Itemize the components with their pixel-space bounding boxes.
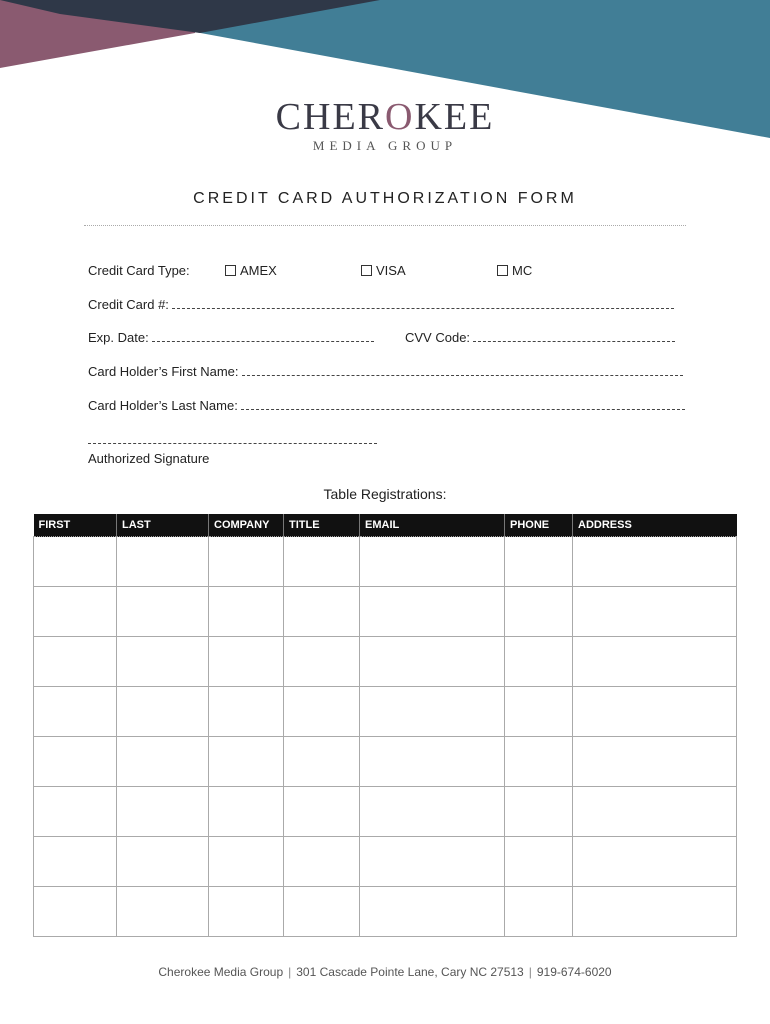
- exp-date-label: Exp. Date:: [88, 330, 149, 345]
- table-cell-address[interactable]: [573, 887, 737, 937]
- signature-label: Authorized Signature: [88, 451, 210, 466]
- table-cell-address[interactable]: [573, 737, 737, 787]
- card-number-row: [88, 297, 674, 312]
- first-name-label: Card Holder’s First Name:: [88, 364, 239, 379]
- table-cell-email[interactable]: [360, 537, 505, 587]
- mc-label: MC: [512, 263, 533, 278]
- table-header-row: [34, 514, 737, 537]
- table-row: [34, 887, 737, 937]
- table-cell-email[interactable]: [360, 737, 505, 787]
- checkbox-icon[interactable]: [361, 265, 372, 276]
- last-name-row: [88, 398, 685, 413]
- logo-accent-letter: O: [385, 96, 415, 138]
- col-header-phone: PHONE: [505, 514, 573, 537]
- footer: [0, 965, 770, 979]
- cvv-field[interactable]: [473, 331, 675, 342]
- footer-separator: |: [528, 965, 532, 979]
- cvv-label: CVV Code:: [405, 330, 471, 345]
- table-cell-last[interactable]: [117, 737, 209, 787]
- table-row: [34, 687, 737, 737]
- exp-date-field[interactable]: [152, 331, 374, 342]
- table-cell-last[interactable]: [117, 837, 209, 887]
- cvv-row: [405, 330, 675, 345]
- registration-table: [33, 514, 737, 937]
- col-header-email: EMAIL: [360, 514, 505, 537]
- table-cell-last[interactable]: [117, 887, 209, 937]
- table-cell-company[interactable]: [209, 787, 284, 837]
- table-cell-email[interactable]: [360, 637, 505, 687]
- table-cell-first[interactable]: [34, 787, 117, 837]
- table-cell-phone[interactable]: [505, 537, 573, 587]
- table-cell-title[interactable]: [284, 837, 360, 887]
- footer-phone: 919-674-6020: [536, 965, 612, 979]
- col-header-company: COMPANY: [209, 514, 284, 537]
- footer-separator: |: [288, 965, 292, 979]
- footer-company: Cherokee Media Group: [158, 965, 284, 979]
- table-cell-last[interactable]: [117, 687, 209, 737]
- amex-label: AMEX: [240, 263, 277, 278]
- table-cell-address[interactable]: [573, 587, 737, 637]
- mc-checkbox[interactable]: [497, 263, 532, 278]
- table-cell-email[interactable]: [360, 887, 505, 937]
- footer-address: 301 Cascade Pointe Lane, Cary NC 27513: [296, 965, 524, 979]
- title-divider: [84, 225, 686, 226]
- table-cell-phone[interactable]: [505, 737, 573, 787]
- table-cell-last[interactable]: [117, 537, 209, 587]
- first-name-field[interactable]: [242, 365, 683, 376]
- table-title: Table Registrations:: [323, 486, 447, 502]
- table-row: [34, 587, 737, 637]
- table-row: [34, 837, 737, 887]
- table-cell-first[interactable]: [34, 687, 117, 737]
- col-header-last: LAST: [117, 514, 209, 537]
- table-cell-email[interactable]: [360, 687, 505, 737]
- table-cell-address[interactable]: [573, 687, 737, 737]
- table-cell-phone[interactable]: [505, 687, 573, 737]
- table-cell-address[interactable]: [573, 637, 737, 687]
- last-name-field[interactable]: [241, 399, 685, 410]
- table-cell-company[interactable]: [209, 537, 284, 587]
- table-cell-company[interactable]: [209, 887, 284, 937]
- card-type-row: [88, 263, 190, 278]
- card-number-field[interactable]: [172, 298, 674, 309]
- table-cell-last[interactable]: [117, 637, 209, 687]
- amex-checkbox[interactable]: [225, 263, 277, 278]
- table-cell-company[interactable]: [209, 687, 284, 737]
- table-cell-phone[interactable]: [505, 787, 573, 837]
- visa-checkbox[interactable]: [361, 263, 406, 278]
- first-name-row: [88, 364, 683, 379]
- table-cell-title[interactable]: [284, 887, 360, 937]
- visa-label: VISA: [376, 263, 406, 278]
- table-cell-first[interactable]: [34, 837, 117, 887]
- table-cell-company[interactable]: [209, 587, 284, 637]
- logo-wordmark: [0, 96, 770, 138]
- col-header-first: FIRST: [34, 514, 117, 537]
- table-cell-first[interactable]: [34, 537, 117, 587]
- table-cell-address[interactable]: [573, 787, 737, 837]
- table-row: [34, 637, 737, 687]
- table-cell-title[interactable]: [284, 587, 360, 637]
- checkbox-icon[interactable]: [225, 265, 236, 276]
- card-number-label: Credit Card #:: [88, 297, 169, 312]
- table-cell-title[interactable]: [284, 737, 360, 787]
- table-cell-last[interactable]: [117, 787, 209, 837]
- table-cell-first[interactable]: [34, 637, 117, 687]
- table-cell-title[interactable]: [284, 637, 360, 687]
- table-cell-email[interactable]: [360, 587, 505, 637]
- table-cell-email[interactable]: [360, 837, 505, 887]
- card-type-label: Credit Card Type:: [88, 263, 190, 278]
- logo-text-part: KEE: [414, 96, 495, 138]
- table-row: [34, 787, 737, 837]
- table-cell-company[interactable]: [209, 837, 284, 887]
- logo-subtitle: MEDIA GROUP: [312, 138, 458, 153]
- table-cell-phone[interactable]: [505, 837, 573, 887]
- company-logo: [0, 96, 770, 154]
- table-cell-title[interactable]: [284, 687, 360, 737]
- last-name-label: Card Holder’s Last Name:: [88, 398, 238, 413]
- table-cell-company[interactable]: [209, 637, 284, 687]
- table-cell-title[interactable]: [284, 787, 360, 837]
- table-cell-phone[interactable]: [505, 587, 573, 637]
- signature-field[interactable]: [88, 443, 377, 444]
- table-cell-title[interactable]: [284, 537, 360, 587]
- table-row: [34, 537, 737, 587]
- table-cell-address[interactable]: [573, 837, 737, 887]
- logo-text-part: CHER: [275, 96, 386, 138]
- table-cell-first[interactable]: [34, 587, 117, 637]
- form-title: CREDIT CARD AUTHORIZATION FORM: [193, 190, 577, 207]
- col-header-address: ADDRESS: [573, 514, 737, 537]
- table-cell-first[interactable]: [34, 887, 117, 937]
- checkbox-icon[interactable]: [497, 265, 508, 276]
- table-cell-phone[interactable]: [505, 637, 573, 687]
- table-row: [34, 737, 737, 787]
- exp-date-row: [88, 330, 374, 345]
- table-cell-address[interactable]: [573, 537, 737, 587]
- col-header-title: TITLE: [284, 514, 360, 537]
- table-cell-first[interactable]: [34, 737, 117, 787]
- table-body: [34, 537, 737, 937]
- table-cell-email[interactable]: [360, 787, 505, 837]
- table-cell-phone[interactable]: [505, 887, 573, 937]
- table-cell-company[interactable]: [209, 737, 284, 787]
- table-cell-last[interactable]: [117, 587, 209, 637]
